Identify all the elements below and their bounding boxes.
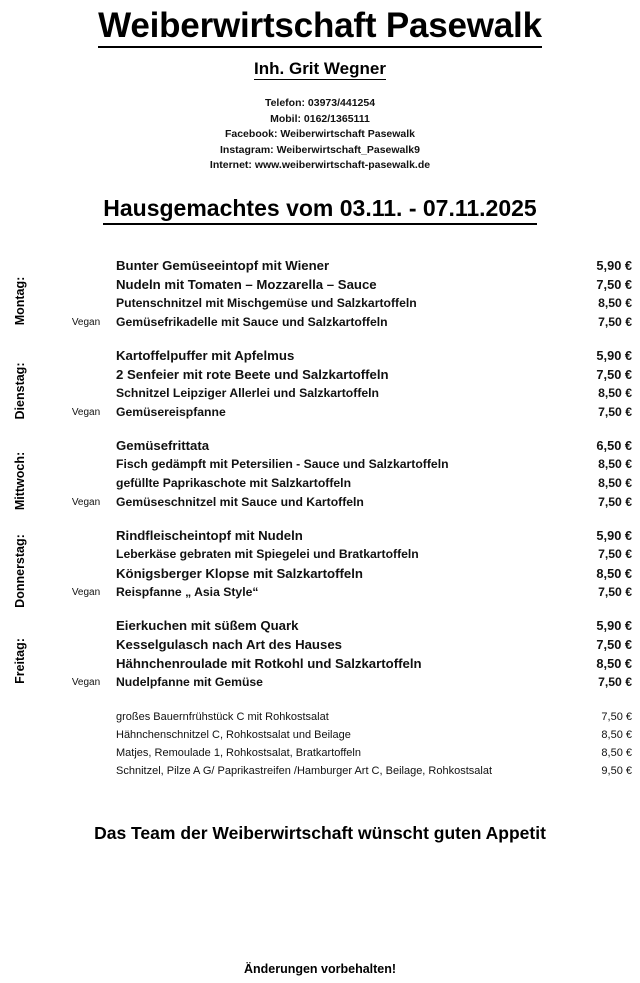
dish-name: Gemüseschnitzel mit Sauce und Kartoffeln (116, 495, 364, 509)
day-block (0, 616, 640, 706)
day-label-text: Donnerstag: (13, 534, 27, 608)
menu-item-row (0, 564, 640, 583)
dish-price: 7,50 € (596, 367, 632, 382)
dish-name: Putenschnitzel mit Mischgemüse und Salzkartoffeln (116, 296, 417, 310)
day-items (0, 526, 640, 602)
menu-item-row (0, 403, 640, 422)
dish-price: 7,50 € (598, 495, 632, 509)
contact-mobile: Mobil: 0162/1365111 (270, 112, 370, 125)
day-items (0, 436, 640, 512)
extra-item-row (0, 726, 640, 744)
dish-name: Gemüsefrittata (116, 438, 210, 453)
dish-name: Königsberger Klopse mit Salzkartoffeln (116, 566, 363, 581)
extra-dish-price: 7,50 € (601, 711, 632, 723)
day-block (0, 346, 640, 436)
extra-dish-price: 8,50 € (601, 729, 632, 741)
day-block (0, 436, 640, 526)
dish-price: 5,90 € (596, 258, 632, 273)
vegan-tag: Vegan (71, 677, 101, 688)
day-items (0, 346, 640, 422)
menu-item-row (0, 493, 640, 512)
menu-item-row (0, 365, 640, 384)
day-items (0, 616, 640, 692)
dish-name: Kartoffelpuffer mit Apfelmus (116, 348, 295, 363)
vegan-tag: Vegan (71, 497, 101, 508)
dish-price: 7,50 € (598, 547, 632, 561)
menu-item-row (0, 436, 640, 455)
menu-item-row (0, 474, 640, 493)
dish-price: 7,50 € (598, 405, 632, 419)
menu-item-row (0, 673, 640, 692)
dish-name: Rindfleischeintopf mit Nudeln (116, 528, 303, 543)
dish-price: 7,50 € (598, 315, 632, 329)
day-label-text: Montag: (13, 276, 27, 326)
menu-item-row (0, 545, 640, 564)
contact-facebook: Facebook: Weiberwirtschaft Pasewalk (224, 128, 416, 141)
menu-item-row (0, 654, 640, 673)
dish-name: Nudeln mit Tomaten – Mozzarella – Sauce (116, 277, 377, 292)
dish-name: gefüllte Paprikaschote mit Salzkartoffeln (116, 476, 352, 490)
appetit-wish: Das Team der Weiberwirtschaft wünscht guten Appetit (94, 823, 546, 843)
contact-website: Internet: www.weiberwirtschaft-pasewalk.de (209, 159, 431, 172)
owner-line (0, 59, 640, 79)
dish-name: Eierkuchen mit süßem Quark (116, 618, 299, 633)
vegan-tag: Vegan (71, 587, 101, 598)
menu-item-row (0, 256, 640, 275)
dish-price: 7,50 € (598, 675, 632, 689)
dish-name: Nudelpfanne mit Gemüse (116, 675, 263, 689)
menu-item-row (0, 346, 640, 365)
menu-item-row (0, 583, 640, 602)
dish-name: 2 Senfeier mit rote Beete und Salzkartoffeln (116, 367, 389, 382)
extra-dish-name: Matjes, Remoulade 1, Rohkostsalat, Bratkartoffeln (116, 747, 361, 759)
dish-price: 7,50 € (598, 585, 632, 599)
extra-dish-name: großes Bauernfrühstück C mit Rohkostsalat (116, 711, 329, 723)
extras-section (0, 708, 640, 780)
contact-instagram: Instagram: Weiberwirtschaft_Pasewalk9 (220, 143, 420, 156)
day-block (0, 526, 640, 616)
contact-phone: Telefon: 03973/441254 (264, 97, 376, 109)
day-block (0, 256, 640, 346)
owner-name: Inh. Grit Wegner (254, 59, 386, 78)
day-label-text: Freitag: (13, 638, 27, 684)
dish-price: 6,50 € (596, 438, 632, 453)
dish-price: 5,90 € (596, 528, 632, 543)
period-heading-text: Hausgemachtes vom 03.11. - 07.11.2025 (103, 195, 536, 225)
dish-name: Schnitzel Leipziger Allerlei und Salzkartoffeln (116, 386, 379, 400)
dish-name: Fisch gedämpft mit Petersilien - Sauce und Salzkartoffeln (116, 457, 449, 471)
dish-name: Hähnchenroulade mit Rotkohl und Salzkartoffeln (116, 656, 422, 671)
dish-name: Gemüsereispfanne (116, 405, 226, 419)
dish-name: Leberkäse gebraten mit Spiegelei und Bratkartoffeln (116, 547, 419, 561)
extra-item-row (0, 708, 640, 726)
vegan-tag: Vegan (71, 407, 101, 418)
day-items (0, 256, 640, 332)
dish-price: 7,50 € (596, 277, 632, 292)
dish-name: Bunter Gemüseeintopf mit Wiener (116, 258, 330, 273)
menu-item-row (0, 384, 640, 403)
dish-price: 7,50 € (596, 637, 632, 652)
dish-price: 5,90 € (596, 348, 632, 363)
dish-price: 8,50 € (598, 386, 632, 400)
menu-item-row (0, 616, 640, 635)
dish-price: 8,50 € (596, 566, 632, 581)
dish-price: 8,50 € (598, 296, 632, 310)
extra-dish-name: Schnitzel, Pilze A G/ Paprikastreifen /Hamburger Art C, Beilage, Rohkostsalat (116, 765, 493, 777)
dish-price: 8,50 € (596, 656, 632, 671)
extra-dish-name: Hähnchenschnitzel C, Rohkostsalat und Beilage (116, 729, 351, 741)
day-sections (0, 256, 640, 706)
page-title-text: Weiberwirtschaft Pasewalk (98, 6, 542, 48)
menu-item-row (0, 526, 640, 545)
extra-dish-price: 8,50 € (601, 747, 632, 759)
extra-item-row (0, 762, 640, 780)
dish-price: 8,50 € (598, 457, 632, 471)
dish-name: Kesselgulasch nach Art des Hauses (116, 637, 342, 652)
menu-item-row (0, 294, 640, 313)
contact-block (0, 96, 640, 174)
extra-item-row (0, 744, 640, 762)
dish-price: 8,50 € (598, 476, 632, 490)
day-label-text: Dienstag: (13, 362, 27, 420)
menu-item-row (0, 275, 640, 294)
dish-name: Gemüsefrikadelle mit Sauce und Salzkartoffeln (116, 315, 388, 329)
dish-price: 5,90 € (596, 618, 632, 633)
extra-dish-price: 9,50 € (601, 765, 632, 777)
period-heading (0, 195, 640, 222)
disclaimer-note: Änderungen vorbehalten! (243, 962, 397, 976)
day-label-text: Mittwoch: (13, 451, 27, 511)
vegan-tag: Vegan (71, 317, 101, 328)
menu-item-row (0, 635, 640, 654)
dish-name: Reispfanne „ Asia Style“ (116, 585, 259, 599)
menu-item-row (0, 455, 640, 474)
page-title (0, 6, 640, 45)
menu-item-row (0, 313, 640, 332)
